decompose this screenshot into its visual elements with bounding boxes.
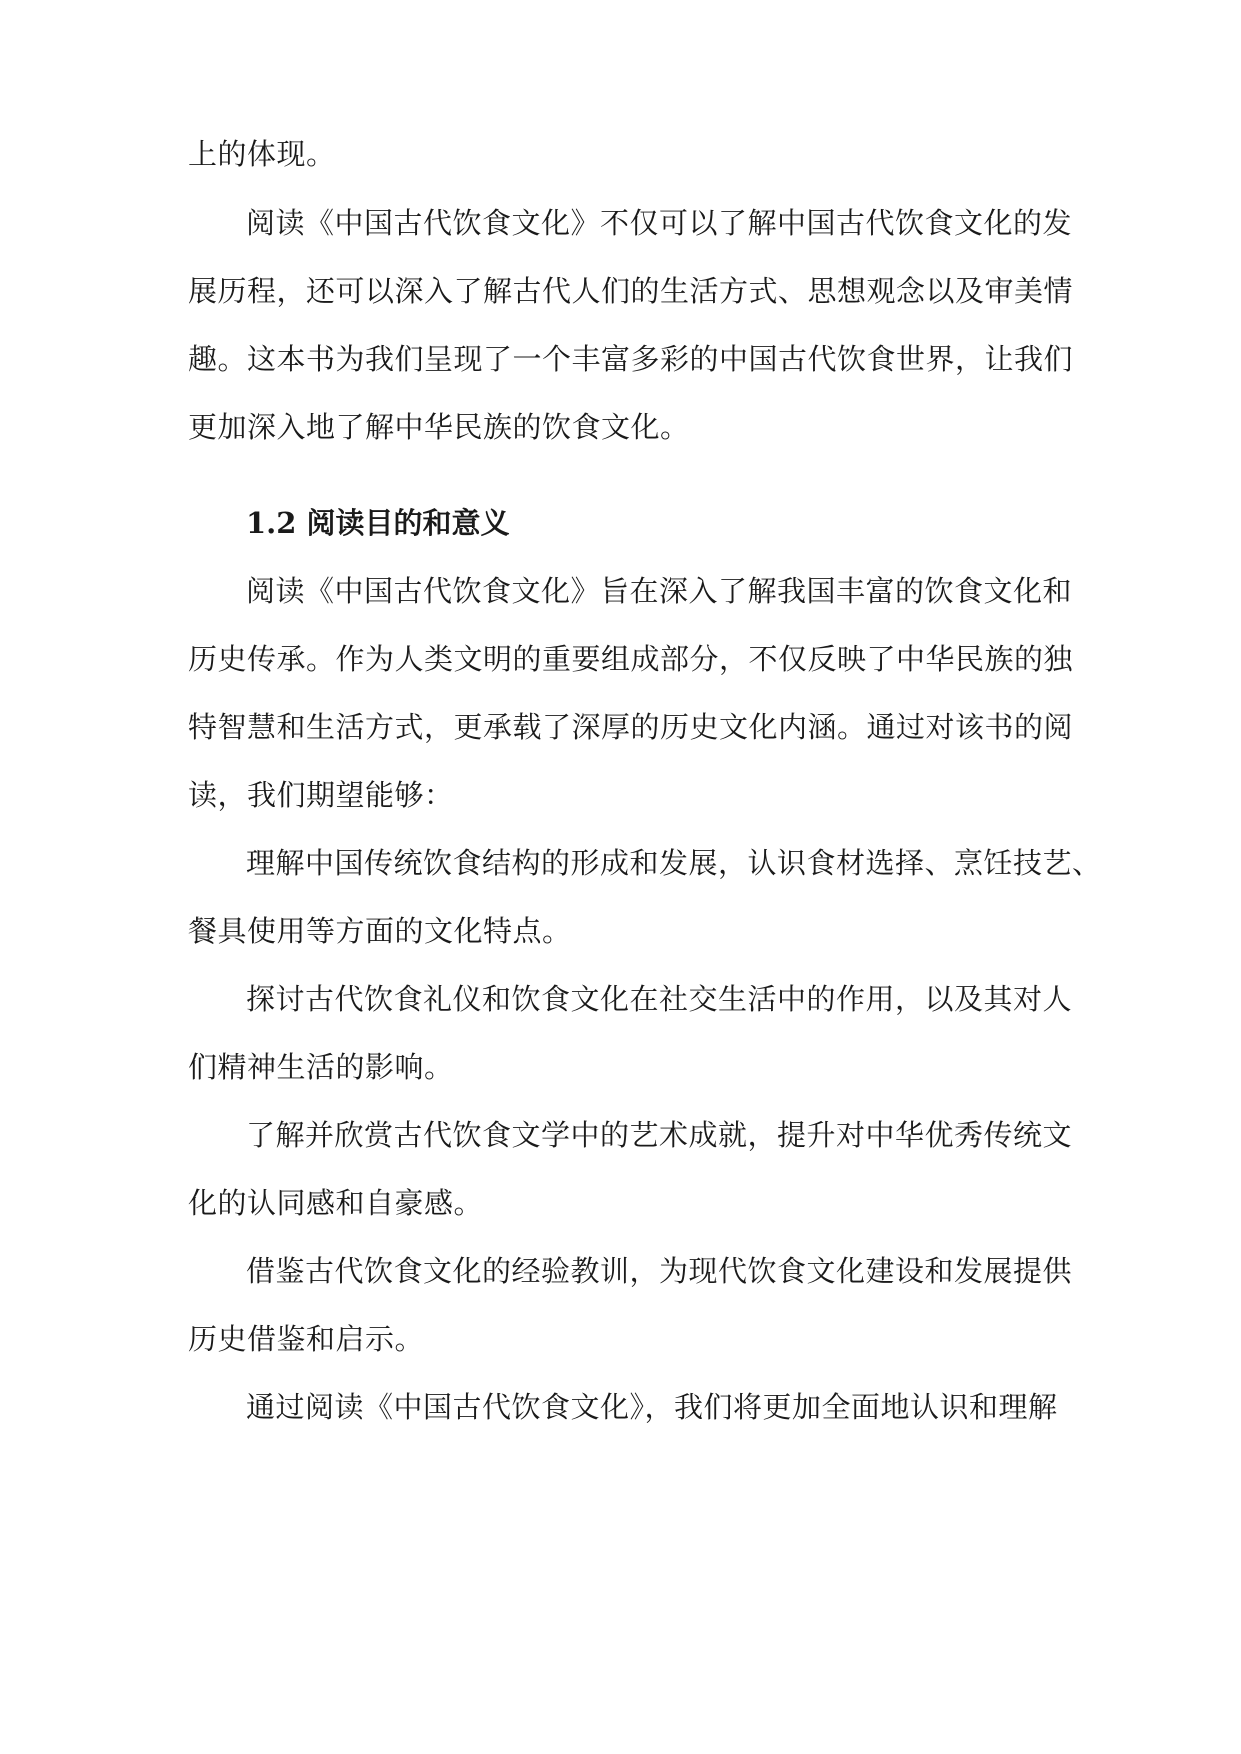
- paragraph-2-line-3: 特智慧和生活方式，更承载了深厚的历史文化内涵。通过对该书的阅: [188, 710, 1074, 744]
- section-heading: 1.2 阅读目的和意义: [246, 506, 510, 540]
- paragraph-5-line-1: 了解并欣赏古代饮食文学中的艺术成就，提升对中华优秀传统文: [246, 1118, 1073, 1152]
- paragraph-6-line-2: 历史借鉴和启示。: [188, 1322, 425, 1356]
- paragraph-6-line-1: 借鉴古代饮食文化的经验教训，为现代饮食文化建设和发展提供: [246, 1254, 1073, 1288]
- paragraph-1-line-3: 趣。这本书为我们呈现了一个丰富多彩的中国古代饮食世界，让我们: [188, 342, 1074, 376]
- paragraph-4-line-2: 们精神生活的影响。: [188, 1050, 454, 1084]
- paragraph-continuation-line: 上的体现。: [188, 137, 336, 171]
- paragraph-3-line-2: 餐具使用等方面的文化特点。: [188, 914, 572, 948]
- paragraph-1-line-2: 展历程，还可以深入了解古代人们的生活方式、思想观念以及审美情: [188, 274, 1074, 308]
- paragraph-2-line-2: 历史传承。作为人类文明的重要组成部分，不仅反映了中华民族的独: [188, 642, 1074, 676]
- paragraph-3-line-1: 理解中国传统饮食结构的形成和发展，认识食材选择、烹饪技艺、: [246, 846, 1102, 880]
- paragraph-2-line-1: 阅读《中国古代饮食文化》旨在深入了解我国丰富的饮食文化和: [246, 574, 1073, 608]
- paragraph-7-line-1: 通过阅读《中国古代饮食文化》，我们将更加全面地认识和理解: [246, 1390, 1058, 1424]
- paragraph-2-line-4: 读，我们期望能够：: [188, 778, 454, 812]
- paragraph-1-line-4: 更加深入地了解中华民族的饮食文化。: [188, 410, 690, 444]
- paragraph-5-line-2: 化的认同感和自豪感。: [188, 1186, 484, 1220]
- paragraph-4-line-1: 探讨古代饮食礼仪和饮食文化在社交生活中的作用，以及其对人: [246, 982, 1073, 1016]
- paragraph-1-line-1: 阅读《中国古代饮食文化》不仅可以了解中国古代饮食文化的发: [246, 206, 1073, 240]
